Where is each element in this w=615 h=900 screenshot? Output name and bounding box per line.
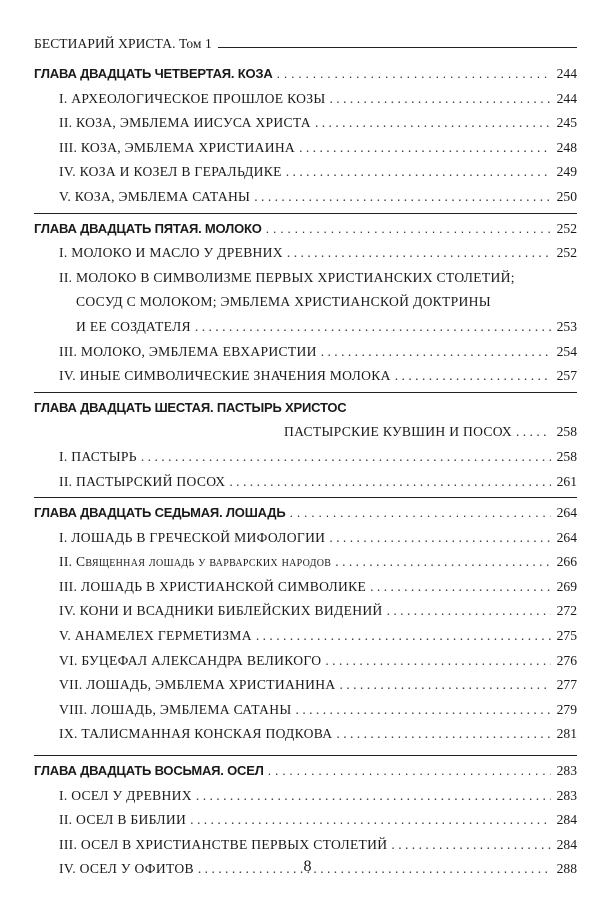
toc-entry[interactable] <box>34 722 577 747</box>
toc-entry-label: II. КОЗА, ЭМБЛЕМА ИИСУСА ХРИСТА <box>59 115 311 131</box>
toc-entry-page: 245 <box>556 115 577 131</box>
leader-dots <box>141 445 551 470</box>
leader-dots <box>195 315 551 340</box>
toc-entry-label: V. КОЗА, ЭМБЛЕМА САТАНЫ <box>59 188 251 204</box>
toc-entry[interactable] <box>34 526 577 551</box>
chapter-heading[interactable] <box>34 396 577 421</box>
toc-entry[interactable] <box>34 784 577 809</box>
toc-entry[interactable] <box>34 808 577 833</box>
running-header-title: БЕСТИАРИЙ ХРИСТА. Том 1 <box>34 36 212 51</box>
chapter-page: 283 <box>556 763 577 779</box>
toc-entry[interactable] <box>34 241 577 266</box>
leader-dots <box>516 420 551 445</box>
toc-entry-line-1[interactable] <box>34 266 577 291</box>
toc-entry[interactable] <box>34 470 577 495</box>
toc-entry-label: VI. БУЦЕФАЛ АЛЕКСАНДРА ВЕЛИКОГО <box>59 652 322 668</box>
toc-entry-page: 253 <box>556 318 577 334</box>
chapter-page: 252 <box>556 220 577 236</box>
toc-entry-label: VII. ЛОШАДЬ, ЭМБЛЕМА ХРИСТИАНИНА <box>59 677 336 693</box>
section-divider <box>34 213 577 214</box>
leader-dots <box>321 340 551 365</box>
chapter-page: 258 <box>556 424 577 440</box>
toc-entry-label: II. ПАСТЫРСКИЙ ПОСОХ <box>59 473 226 489</box>
leader-dots <box>315 111 551 136</box>
toc-entry-page: 283 <box>556 787 577 803</box>
toc-entry-label: III. ОСЕЛ В ХРИСТИАНСТВЕ ПЕРВЫХ СТОЛЕТИЙ <box>59 836 388 852</box>
toc-entry[interactable] <box>34 364 577 389</box>
toc-entry-label: IV. КОЗА И КОЗЕЛ В ГЕРАЛЬДИКЕ <box>59 164 282 180</box>
toc-entry[interactable] <box>34 185 577 210</box>
toc-entry-label: I. МОЛОКО И МАСЛО У ДРЕВНИХ <box>59 245 283 261</box>
leader-dots <box>268 759 551 784</box>
toc-entry-label-continued: И ЕЕ СОЗДАТЕЛЯ <box>76 318 191 334</box>
chapter-heading[interactable] <box>34 217 577 242</box>
leader-dots <box>287 241 551 266</box>
chapter-title: ГЛАВА ДВАДЦАТЬ ШЕСТАЯ. ПАСТЫРЬ ХРИСТОС <box>34 399 347 415</box>
toc-entry-page: 249 <box>556 164 577 180</box>
leader-dots <box>256 624 551 649</box>
toc-entry-line-3[interactable] <box>34 315 577 340</box>
chapter-subtitle: ПАСТЫРСКИЕ КУВШИН И ПОСОХ <box>284 424 512 440</box>
leader-dots <box>370 575 551 600</box>
chapter-heading[interactable] <box>34 759 577 784</box>
section-divider <box>34 755 577 756</box>
toc-entry-page: 261 <box>556 473 577 489</box>
running-header <box>34 34 577 52</box>
leader-dots <box>387 599 551 624</box>
toc-entry-label: III. КОЗА, ЭМБЛЕМА ХРИСТИАИНА <box>59 139 296 155</box>
leader-dots <box>335 550 551 575</box>
leader-dots <box>296 698 551 723</box>
section-divider <box>34 392 577 393</box>
toc-entry[interactable] <box>34 87 577 112</box>
toc-entry[interactable] <box>34 445 577 470</box>
chapter-title: ГЛАВА ДВАДЦАТЬ ЧЕТВЕРТАЯ. КОЗА <box>34 66 273 81</box>
leader-dots <box>254 185 551 210</box>
toc-entry-page: 288 <box>556 861 577 877</box>
toc-entry-label: II. МОЛОКО В СИМВОЛИЗМЕ ПЕРВЫХ ХРИСТИАНСКИХ СТОЛЕТИЙ; <box>59 269 515 285</box>
toc-entry[interactable] <box>34 599 577 624</box>
chapter-heading[interactable] <box>34 501 577 526</box>
toc-entry-label: IV. КОНИ И ВСАДНИКИ БИБЛЕЙСКИХ ВИДЕНИЙ <box>59 603 383 619</box>
leader-dots <box>299 136 551 161</box>
toc-entry-label: III. МОЛОКО, ЭМБЛЕМА ЕВХАРИСТИИ <box>59 343 317 359</box>
chapter-page: 264 <box>556 505 577 521</box>
table-of-contents <box>34 62 577 882</box>
toc-entry-label: IV. ОСЕЛ У ОФИТОВ <box>59 861 194 877</box>
leader-dots <box>266 217 551 242</box>
toc-entry-label: IX. ТАЛИСМАННАЯ КОНСКАЯ ПОДКОВА <box>59 726 333 742</box>
toc-entry-page: 279 <box>556 701 577 717</box>
chapter-title: ГЛАВА ДВАДЦАТЬ ВОСЬМАЯ. ОСЕЛ <box>34 763 264 779</box>
toc-entry-page: 248 <box>556 139 577 155</box>
chapter-heading[interactable] <box>34 62 577 87</box>
toc-entry-page: 284 <box>556 812 577 828</box>
leader-dots <box>277 62 551 87</box>
toc-entry-page: 250 <box>556 188 577 204</box>
toc-entry[interactable] <box>34 550 577 575</box>
toc-entry-page: 277 <box>556 677 577 693</box>
toc-entry-page: 281 <box>556 726 577 742</box>
leader-dots <box>190 808 551 833</box>
toc-entry-line-2[interactable] <box>34 290 577 315</box>
toc-entry-page: 264 <box>556 529 577 545</box>
leader-dots <box>340 673 551 698</box>
toc-entry-page: 272 <box>556 603 577 619</box>
toc-entry-page: 266 <box>556 554 577 570</box>
toc-entry[interactable] <box>34 649 577 674</box>
header-rule <box>218 47 577 48</box>
toc-entry-label: I. АРХЕОЛОГИЧЕСКОЕ ПРОШЛОЕ КОЗЫ <box>59 90 326 106</box>
toc-entry-label: VIII. ЛОШАДЬ, ЭМБЛЕМА САТАНЫ <box>59 701 292 717</box>
leader-dots <box>336 722 551 747</box>
chapter-title: ГЛАВА ДВАДЦАТЬ СЕДЬМАЯ. ЛОШАДЬ <box>34 505 286 521</box>
toc-entry-label: I. ОСЕЛ У ДРЕВНИХ <box>59 787 192 803</box>
toc-entry-page: 284 <box>556 836 577 852</box>
toc-entry-label: V. АНАМЕЛЕХ ГЕРМЕТИЗМА <box>59 628 252 644</box>
toc-entry[interactable] <box>34 160 577 185</box>
chapter-subtitle-row[interactable] <box>34 420 577 445</box>
toc-entry-label: I. ПАСТЫРЬ <box>59 448 137 464</box>
toc-entry-label: I. ЛОШАДЬ В ГРЕЧЕСКОЙ МИФОЛОГИИ <box>59 529 326 545</box>
chapter-title: ГЛАВА ДВАДЦАТЬ ПЯТАЯ. МОЛОКО <box>34 220 262 236</box>
toc-entry-label: III. ЛОШАДЬ В ХРИСТИАНСКОЙ СИМВОЛИКЕ <box>59 578 367 594</box>
leader-dots <box>391 833 551 858</box>
toc-entry-page: 252 <box>556 245 577 261</box>
toc-entry-page: 276 <box>556 652 577 668</box>
leader-dots <box>286 160 551 185</box>
toc-entry-page: 257 <box>556 368 577 384</box>
toc-entry[interactable] <box>34 624 577 649</box>
chapter-page: 244 <box>556 66 577 81</box>
toc-entry-page: 269 <box>556 578 577 594</box>
leader-dots <box>325 649 551 674</box>
toc-entry-label: II. Священная лошадь у варварских народов <box>59 554 332 570</box>
toc-entry-page: 254 <box>556 343 577 359</box>
toc-entry-label: II. ОСЕЛ В БИБЛИИ <box>59 812 187 828</box>
toc-entry-page: 244 <box>556 90 577 106</box>
toc-entry-label-continued: СОСУД С МОЛОКОМ; ЭМБЛЕМА ХРИСТИАНСКОЙ ДОКТРИНЫ <box>76 294 491 310</box>
toc-entry[interactable] <box>34 673 577 698</box>
leader-dots <box>289 501 551 526</box>
leader-dots <box>329 526 551 551</box>
toc-entry[interactable] <box>34 136 577 161</box>
toc-entry[interactable] <box>34 340 577 365</box>
section-divider <box>34 497 577 498</box>
toc-entry[interactable] <box>34 833 577 858</box>
toc-entry[interactable] <box>34 698 577 723</box>
toc-entry[interactable] <box>34 111 577 136</box>
toc-entry-page: 275 <box>556 628 577 644</box>
toc-entry[interactable] <box>34 575 577 600</box>
leader-dots <box>330 87 552 112</box>
toc-entry-label: IV. ИНЫЕ СИМВОЛИЧЕСКИЕ ЗНАЧЕНИЯ МОЛОКА <box>59 368 391 384</box>
leader-dots <box>229 470 551 495</box>
leader-dots <box>196 784 551 809</box>
page-number: 8 <box>303 858 312 875</box>
toc-entry-page: 258 <box>556 448 577 464</box>
leader-dots <box>395 364 551 389</box>
